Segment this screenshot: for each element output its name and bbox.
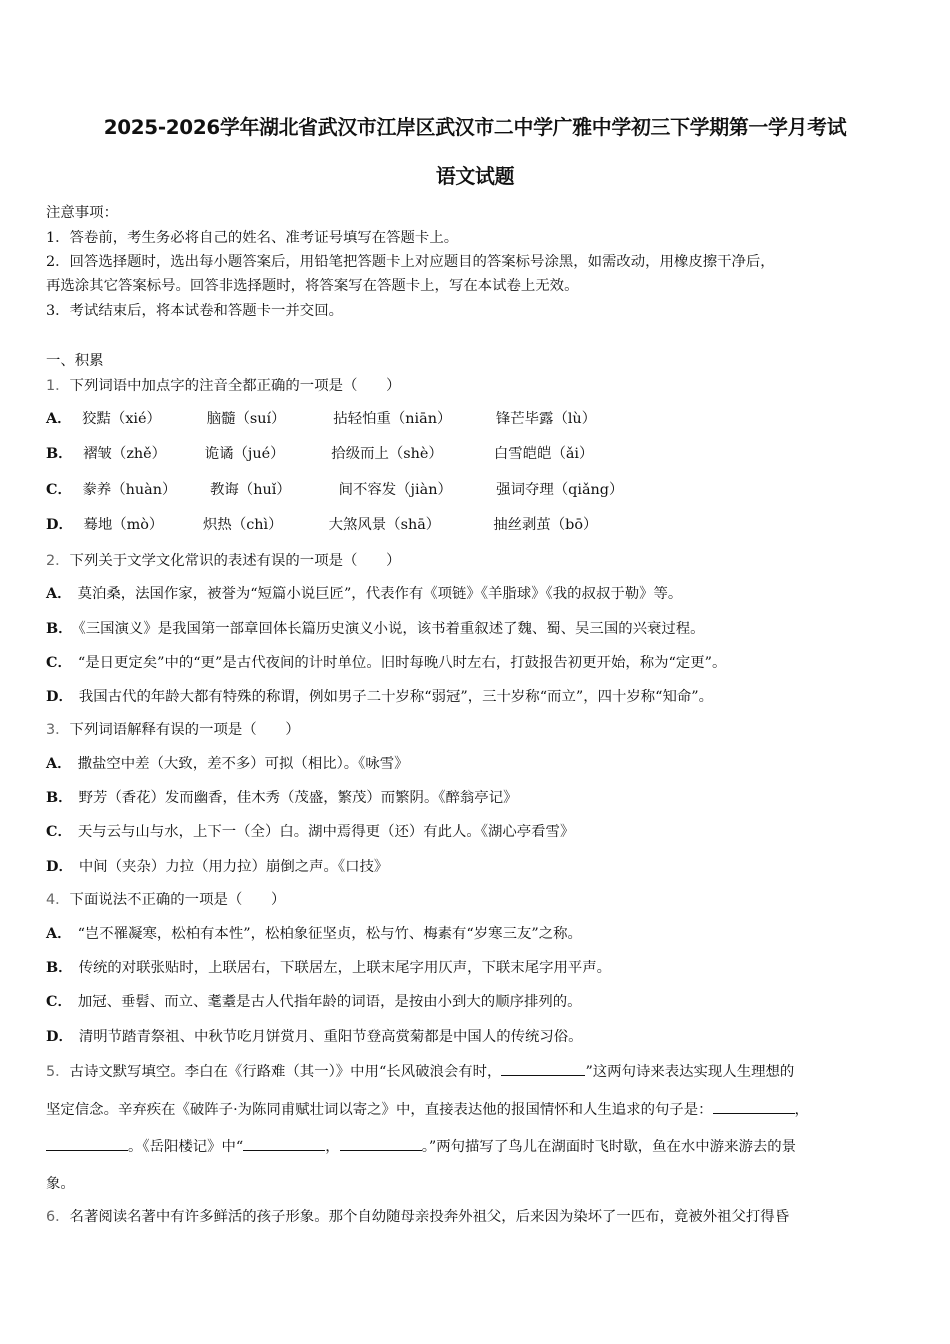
option-item: 褶皱（zhě） (83, 446, 167, 462)
answer-blank[interactable] (713, 1099, 795, 1114)
q3-option-c (46, 822, 574, 842)
section-heading: 一、积累 (46, 353, 104, 369)
question-number: 4． (46, 892, 70, 908)
q3-option-d (46, 857, 388, 877)
question-5-line-1 (46, 1061, 794, 1082)
question-text: ， (794, 1102, 809, 1118)
option-text: 中间（夹杂）力拉（用力拉）崩倒之声。《口技》 (78, 859, 389, 875)
option-label: D． (46, 1028, 73, 1045)
option-label: B． (46, 445, 73, 462)
option-item: 诡谲（jué） (204, 446, 285, 462)
option-label: B． (46, 789, 73, 806)
option-label: B． (46, 620, 73, 637)
question-5-line-3 (46, 1136, 796, 1157)
option-text: 加冠、垂髫、而立、耄耋是古人代指年龄的词语，是按由小到大的顺序排列的。 (77, 994, 582, 1010)
question-text: 。”两句描写了鸟儿在湖面时飞时歇，鱼在水中游来游去的景 (421, 1139, 797, 1155)
option-item: 抽丝剥茧（bō） (493, 517, 598, 533)
question-text: ”这两句诗来表达实现人生理想的 (585, 1064, 795, 1080)
option-text: 莫泊桑，法国作家，被誉为“短篇小说巨匠”，代表作有《项链》《羊脂球》《我的叔叔于勒》等。 (77, 586, 683, 602)
question-text: 下列词语中加点字的注音全都正确的一项是（ ） (69, 378, 401, 394)
q1-option-d (46, 515, 597, 535)
option-label: C． (46, 481, 72, 498)
question-4-stem (46, 890, 285, 910)
question-number: 3． (46, 722, 70, 738)
answer-blank[interactable] (340, 1136, 422, 1151)
option-item: 蓦地（mò） (83, 517, 164, 533)
question-text: 坚定信念。辛弃疾在《破阵子·为陈同甫赋壮词以寄之》中，直接表达他的报国情怀和人生追求的句子是： (46, 1102, 713, 1118)
option-item: 狡黠（xié） (82, 411, 161, 427)
option-label: C． (46, 993, 72, 1010)
option-item: 锋芒毕露（lù） (495, 411, 597, 427)
q4-option-b (46, 958, 611, 978)
option-text: 撒盐空中差（大致，差不多）可拟（相比）。《咏雪》 (77, 756, 409, 772)
option-text: 我国古代的年龄大都有特殊的称谓，例如男子二十岁称“弱冠”，三十岁称“而立”，四十岁称“知命”。 (78, 689, 714, 705)
exam-title-line2: 语文试题 (435, 165, 515, 188)
option-item: 大煞风景（shā） (328, 517, 441, 533)
option-item: 间不容发（jiàn） (338, 482, 452, 498)
option-item: 白雪皑皑（ǎi） (493, 446, 594, 462)
question-1-stem (46, 376, 401, 396)
question-text: 下列词语解释有误的一项是（ ） (69, 722, 300, 738)
option-text: 野芳（香花）发而幽香，佳木秀（茂盛，繁茂）而繁阴。《醉翁亭记》 (78, 790, 518, 806)
question-6-stem (46, 1207, 789, 1227)
answer-blank[interactable] (46, 1136, 128, 1151)
q1-option-c (46, 480, 623, 500)
option-text: “是日更定矣”中的“更”是古代夜间的计时单位。旧时每晚八时左右，打鼓报告初更开始，称为“定更”。 (77, 655, 727, 671)
notice-item-1: 1．答卷前，考生务必将自己的姓名、准考证号填写在答题卡上。 (46, 230, 459, 246)
option-item: 强词夺理（qiǎng） (496, 482, 624, 498)
option-label: D． (46, 516, 73, 533)
q3-option-a (46, 754, 409, 774)
q4-option-d (46, 1027, 583, 1047)
q4-option-a (46, 924, 582, 944)
exam-title-line1: 2025-2026学年湖北省武汉市江岸区武汉市二中学广雅中学初三下学期第一学月考试 (103, 116, 847, 139)
notice-heading: 注意事项： (46, 205, 118, 221)
question-3-stem (46, 720, 300, 740)
notice-item-3: 3．考试结束后，将本试卷和答题卡一并交回。 (46, 303, 343, 319)
option-label: B． (46, 959, 73, 976)
option-item: 脑髓（suí） (206, 411, 286, 427)
question-number: 2． (46, 553, 70, 569)
option-text: 《三国演义》是我国第一部章回体长篇历史演义小说，该书着重叙述了魏、蜀、吴三国的兴衰过程。 (78, 621, 705, 637)
option-text: 传统的对联张贴时，上联居右，下联居左，上联末尾字用仄声，下联末尾字用平声。 (78, 960, 612, 976)
question-text: ， (325, 1139, 340, 1155)
q4-option-c (46, 992, 582, 1012)
question-number: 6． (46, 1209, 70, 1225)
option-label: A． (46, 585, 72, 602)
q1-option-a (46, 409, 596, 429)
q2-option-d (46, 687, 713, 707)
q2-option-a (46, 584, 682, 604)
option-label: C． (46, 654, 72, 671)
notice-item-2a: 2．回答选择题时，选出每小题答案后，用铅笔把答题卡上对应题目的答案标号涂黑，如需改动，用橡皮擦干净后， (46, 254, 775, 270)
q2-option-b (46, 619, 705, 639)
notice-item-2b: 再选涂其它答案标号。回答非选择题时，将答案写在答题卡上，写在本试卷上无效。 (46, 278, 579, 294)
option-label: D． (46, 688, 73, 705)
q2-option-c (46, 653, 726, 673)
option-label: A． (46, 925, 72, 942)
option-text: 天与云与山与水，上下一（全）白。湖中焉得更（还）有此人。《湖心亭看雪》 (77, 824, 575, 840)
answer-blank[interactable] (243, 1136, 325, 1151)
option-item: 拈轻怕重（niān） (333, 411, 452, 427)
option-label: A． (46, 755, 72, 772)
answer-blank[interactable] (501, 1061, 585, 1076)
question-text: 名著阅读名著中有许多鲜活的孩子形象。那个自幼随母亲投奔外祖父，后来因为染坏了一匹布，竟被外祖父打得昏 (69, 1209, 790, 1225)
option-text: 清明节踏青祭祖、中秋节吃月饼赏月、重阳节登高赏菊都是中国人的传统习俗。 (78, 1029, 583, 1045)
question-text: 古诗文默写填空。李白在《行路难（其一）》中用“长风破浪会有时， (69, 1064, 502, 1080)
question-5-line-4: 象。 (46, 1176, 75, 1192)
question-number: 1． (46, 378, 70, 394)
question-text: 下列关于文学文化常识的表述有误的一项是（ ） (69, 553, 401, 569)
option-item: 豢养（huàn） (82, 482, 177, 498)
q3-option-b (46, 788, 517, 808)
option-item: 教诲（huǐ） (210, 482, 291, 498)
question-5-line-2 (46, 1099, 809, 1120)
option-item: 炽热（chì） (203, 517, 283, 533)
option-label: A． (46, 410, 72, 427)
option-label: C． (46, 823, 72, 840)
option-label: D． (46, 858, 73, 875)
question-number: 5． (46, 1064, 70, 1080)
option-item: 拾级而上（shè） (331, 446, 443, 462)
q1-option-b (46, 444, 593, 464)
question-2-stem (46, 551, 401, 571)
question-text: 下面说法不正确的一项是（ ） (69, 892, 286, 908)
option-text: “岂不罹凝寒，松柏有本性”，松柏象征坚贞，松与竹、梅素有“岁寒三友”之称。 (77, 926, 582, 942)
question-text: 。《岳阳楼记》中“ (128, 1139, 244, 1155)
